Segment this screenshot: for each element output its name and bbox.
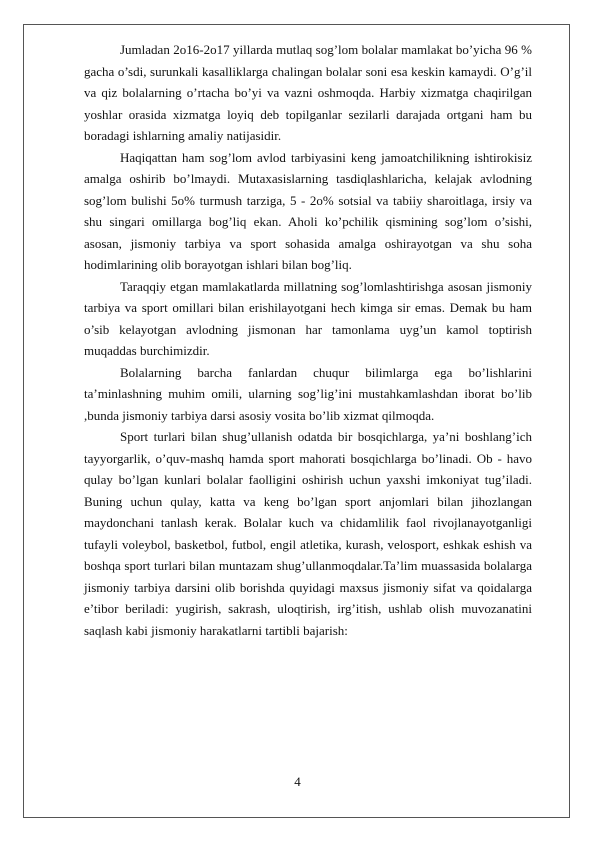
document-body <box>84 39 532 641</box>
paragraph-4: Bolalarning barcha fanlardan chuqur bilimlarga ega bo’lishlarini ta’minlashning muhim omili, ularning sog’lig’ini mustahkamlashdan iborat bo’lib ,bunda jismoniy tarbiya darsi asosiy vosita bo’lib xizmat qilmoqda. <box>84 364 532 423</box>
paragraph-5: Sport turlari bilan shug’ullanish odatda bir bosqichlarga, ya’ni boshlang’ich tayyorgarlik, o’quv-mashq hamda sport mahorati bosqichlarga bo’linadi. Ob - havo qulay bo’lgan kunlari bolalar faolligini oshirish uchun yaxshi imkoniyat tug’iladi. Buning uchun qulay, katta va keng bo’lgan sport anjomlari bilan jihozlangan maydonchani tanlash kerak. Bolalar kuch va chidamlilik faol rivojlanayotganligi tufayli voleybol, basketbol, futbol, engil atletika, kurash, velosport, eshkak eshish va boshqa sport turlari bilan muntazam shug’ullanmoqdalar.Ta’lim muassasida bolalarga jismoniy tarbiya darsini olib borishda quyidagi maxsus jismoniy sifat va qoidalarga e’tibor beriladi: yugirish, sakrash, uloqtirish, irg’itish, ushlab olish muvozanatini saqlash kabi jismoniy harakatlarni tartibli bajarish: <box>84 429 532 638</box>
paragraph-1: Jumladan 2o16-2o17 yillarda mutlaq sog’lom bolalar mamlakat bo’yicha 96 % gacha o’sdi, surunkali kasalliklarga chalingan bolalar soni esa keskin kamaydi. O’g’il va qiz bolalarning o’rtacha bo’yi va vazni oshmoqda. Harbiy xizmatga chaqirilgan yoshlar orasida xizmatga loyiq deb topilganlar sezilarli darajada ortgani ham bu boradagi ishlarning amaliy natijasidir. <box>84 42 532 143</box>
paragraph-3: Taraqqiy etgan mamlakatlarda millatning sog’lomlashtirishga asosan jismoniy tarbiya va sport omillari bilan erishilayotgani hech kimga sir emas. Demak bu ham o’sib kelayotgan avlodning jismonan har tamonlama uyg’un kamol toptirish muqaddas burchimizdir. <box>84 278 532 358</box>
paragraph-2: Haqiqattan ham sog’lom avlod tarbiyasini keng jamoatchilikning ishtirokisiz amalga oshirib bo’lmaydi. Mutaxasislarning tasdiqlashlaricha, kelajak avlodning sog’lom bulishi 5o% turmush tarziga, 5 - 2o% sotsial va tabiiy sharoitlaga, irsiy va shu singari omillarga bog’liq ekan. Aholi ko’pchilik qismining sog’lom o’sishi, asosan, jismoniy tarbiya va sport sohasida amalga oshirayotgan va shu soha hodimlarining olib borayotgan ishlari bilan bog’liq. <box>84 149 532 272</box>
page-number: 4 <box>294 774 301 789</box>
